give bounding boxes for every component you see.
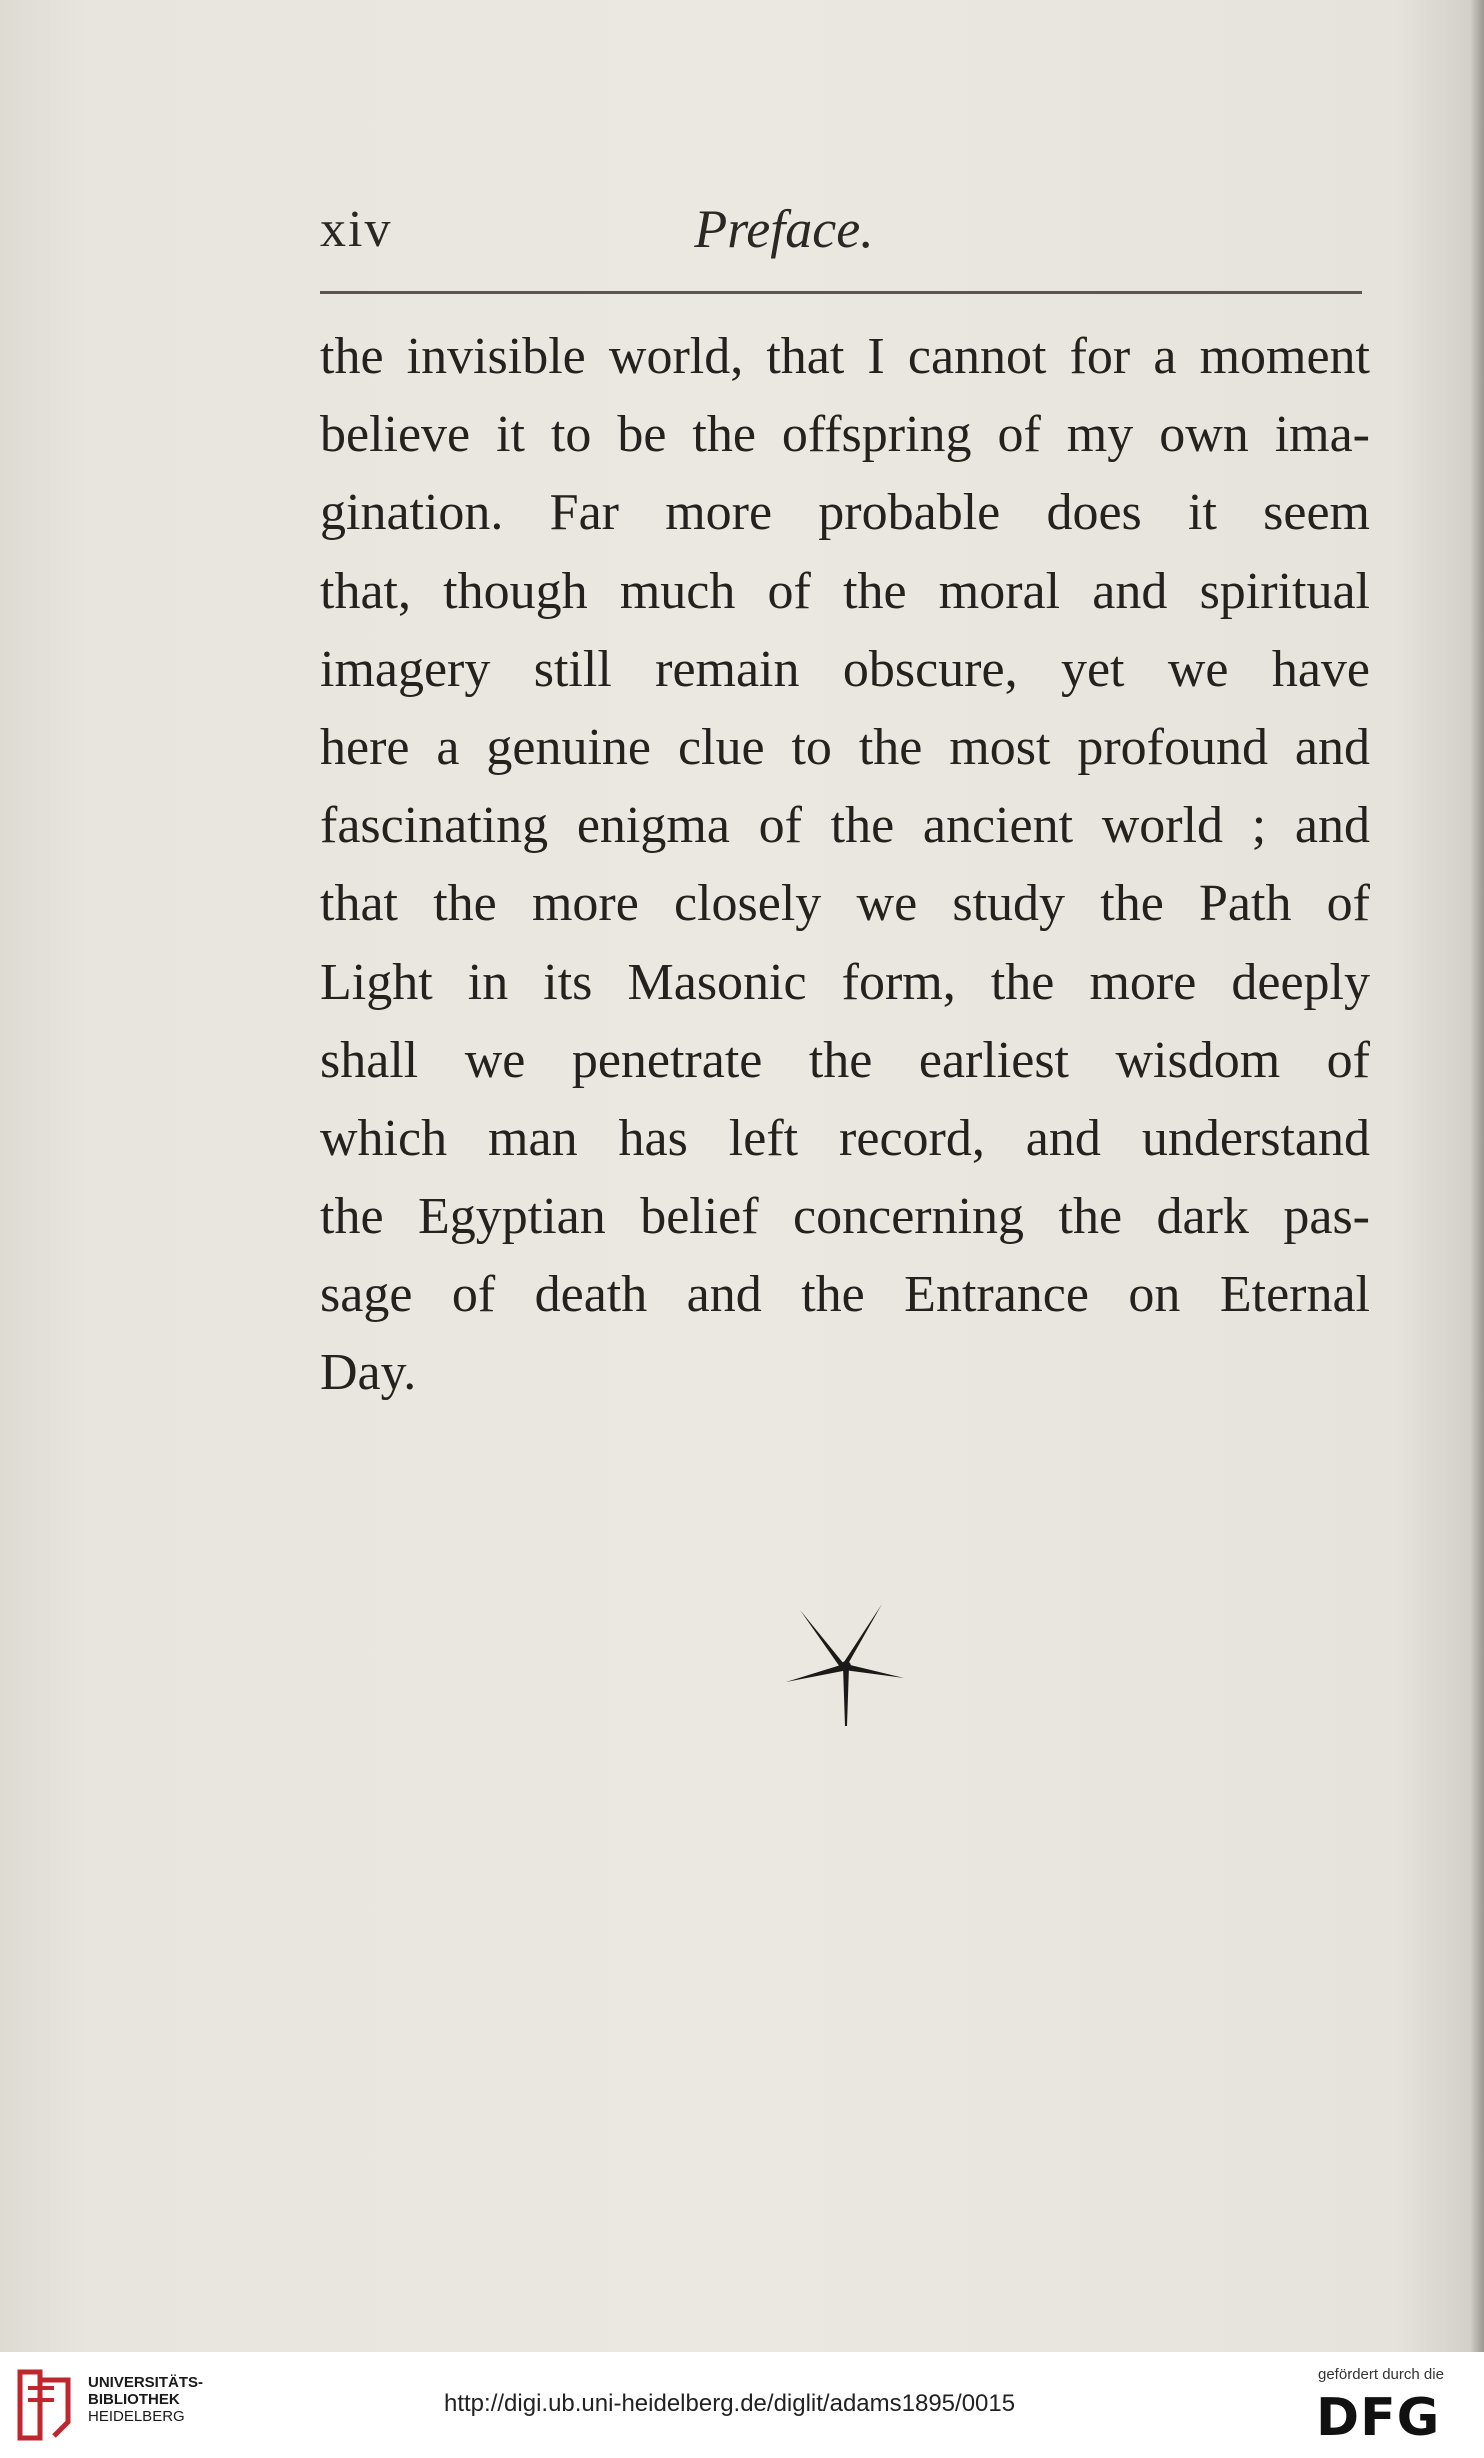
text-line: the invisible world, that I cannot for a moment [320,328,1370,385]
text-line: that, though much of the moral and spiritual [320,562,1370,620]
text-line: here a genuine clue to the most profound and [320,718,1370,776]
library-name-line: BIBLIOTHEK [88,2391,180,2408]
header-rule [320,291,1362,294]
library-name-line: HEIDELBERG [88,2408,185,2425]
library-name [88,2374,203,2425]
asterisk-ornament-icon [786,1598,906,1732]
permalink-url[interactable]: http://digi.ub.uni-heidelberg.de/diglit/adams1895/0015 [444,2390,1016,2417]
text-line: fascinating enigma of the ancient world ; and [320,797,1370,855]
university-library-logo-icon [14,2366,76,2448]
text-line: that the more closely we study the Path of [320,875,1370,933]
text-line: believe it to be the offspring of my own ima- [320,406,1370,464]
dfg-logo-icon: DFG [1316,2388,1441,2448]
text-line: Day. [320,1344,417,1402]
text-line: Light in its Masonic form, the more deeply [320,953,1370,1011]
text-line: imagery still remain obscure, yet we have [320,640,1370,698]
running-head-title: Preface. [694,199,874,259]
library-name-line: UNIVERSITÄTS- [88,2374,204,2391]
funding-note: gefördert durch die [1318,2366,1444,2383]
text-line: sage of death and the Entrance on Eternal [320,1266,1370,1324]
body-paragraph [320,318,1370,1413]
footer-bar [0,2352,1484,2458]
text-line: which man has left record, and understand [320,1109,1370,1167]
text-line: shall we penetrate the earliest wisdom of [320,1031,1370,1089]
page-number: xiv [320,201,393,258]
page-edge-shadow [1470,0,1484,2352]
text-line: gination. Far more probable does it seem [320,484,1370,542]
text-line: the Egyptian belief concerning the dark pas- [320,1188,1370,1246]
